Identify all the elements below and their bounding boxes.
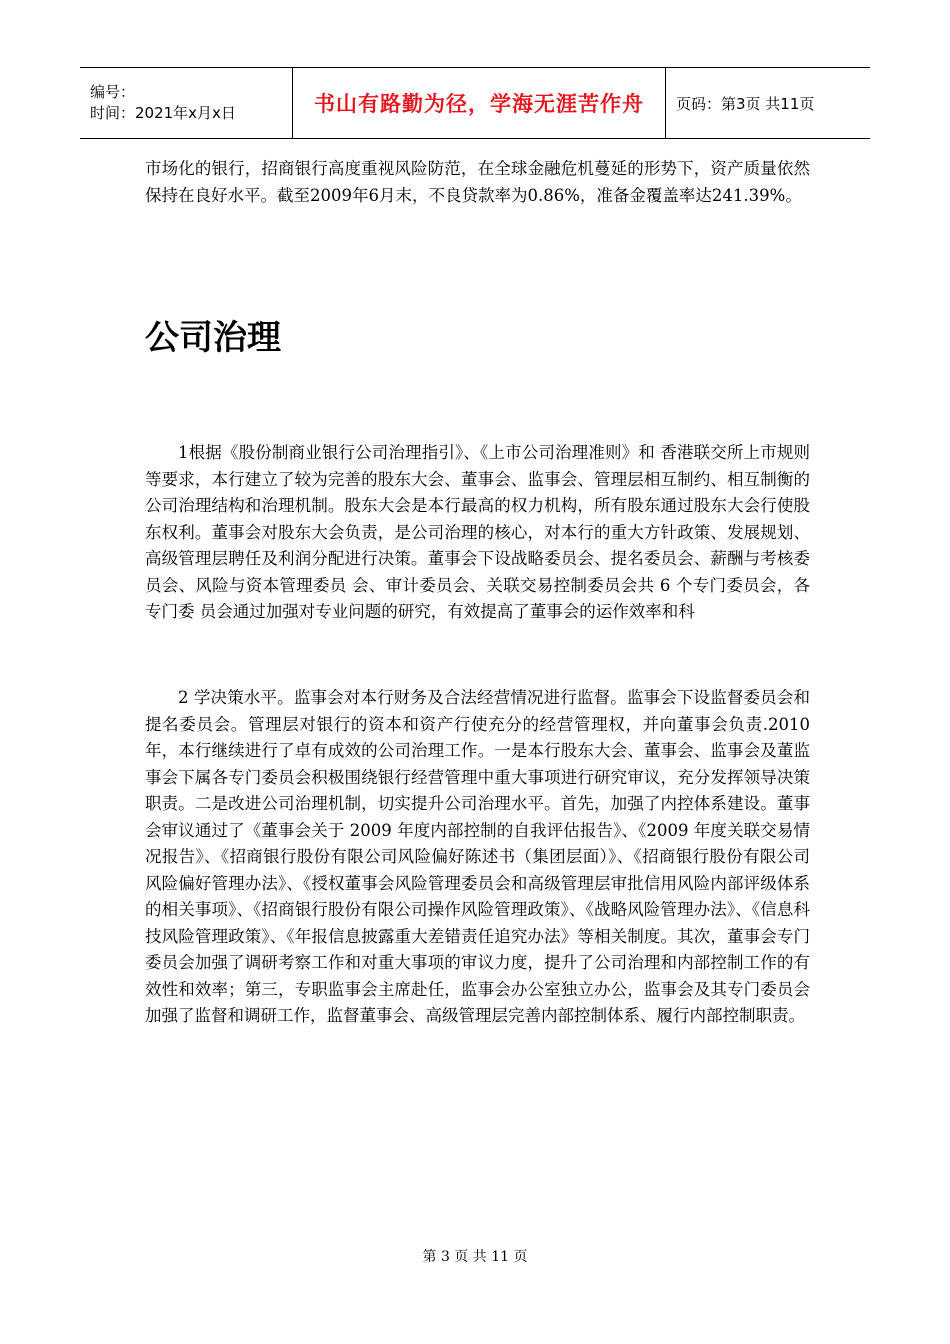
header-page-cell: [666, 68, 870, 138]
header-motto: 书山有路勤为径，学海无涯苦作舟: [314, 92, 644, 116]
page-footer: 第 3 页 共 11 页: [422, 1249, 528, 1265]
paragraph-1: 1根据《股份制商业银行公司治理指引》、《上市公司治理准则》和 香港联交所上市规则等要求，本行建立了较为完善的股东大会、董事会、监事会、管理层相互制约、相互制衡的公司治理结构和治理机制。股东大会是本行最高的权力机构，所有股东通过股东大会行使股东权利。董事会对股东大会负责，是公司治理的核心，对本行的重大方针政策、发展规划、高级管理层聘任及利润分配进行决策。董事会下设战略委员会、提名委员会、薪酬与考核委员会、风险与资本管理委员 会、审计委员会、关联交易控制委员会共 6 个专门委员会，各专门委 员会通过加强对专业问题的研究，有效提高了董事会的运作效率和科: [145, 443, 810, 621]
intro-paragraph: 市场化的银行，招商银行高度重视风险防范，在全球金融危机蔓延的形势下，资产质量依然保持在良好水平。截至2009年6月末，不良贷款率为0.86%，准备金覆盖率达241.39%。: [145, 159, 810, 205]
header-page-number: 页码：第3页 共11页: [676, 94, 815, 113]
header-meta: [80, 68, 292, 138]
section-heading: 公司治理: [145, 318, 281, 358]
document-number-label: 编号：: [90, 83, 136, 101]
document-time-label: 时间：2021年x月x日: [90, 104, 236, 122]
document-header: [80, 67, 870, 139]
paragraph-2: 2 学决策水平。监事会对本行财务及合法经营情况进行监督。监事会下设监督委员会和提名委员会。管理层对银行的资本和资产行使充分的经营管理权，并向董事会负责.2010 年，本行继续进行了卓有成效的公司治理工作。一是本行股东大会、董事会、监事会及董监事会下属各专门委员会积极围绕银行经营管理中重大事项进行研究审议，充分发挥领导决策职责。二是改进公司治理机制，切实提升公司治理水平。首先，加强了内控体系建设。董事会审议通过了《董事会关于 2009 年度内部控制的自我评估报告》、《2009 年度关联交易情况报告》、《招商银行股份有限公司风险偏好陈述书（集团层面）》、《招商银行股份有限公司风险偏好管理办法》、《授权董事会风险管理委员会和高级管理层审批信用风险内部评级体系的相关事项》、《招商银行股份有限公司操作风险管理政策》、《战略风险管理办法》、《信息科技风险管理政策》、《年报信息披露重大差错责任追究办法》等相关制度。其次，董事会专门委员会加强了调研考察工作和对重大事项的审议力度，提升了公司治理和内部控制工作的有效性和效率；第三，专职监事会主席赴任，监事会办公室独立办公，监事会及其专门委员会加强了监督和调研工作，监督董事会、高级管理层完善内部控制体系、履行内部控制职责。: [145, 688, 810, 1025]
header-motto-cell: [292, 68, 666, 138]
